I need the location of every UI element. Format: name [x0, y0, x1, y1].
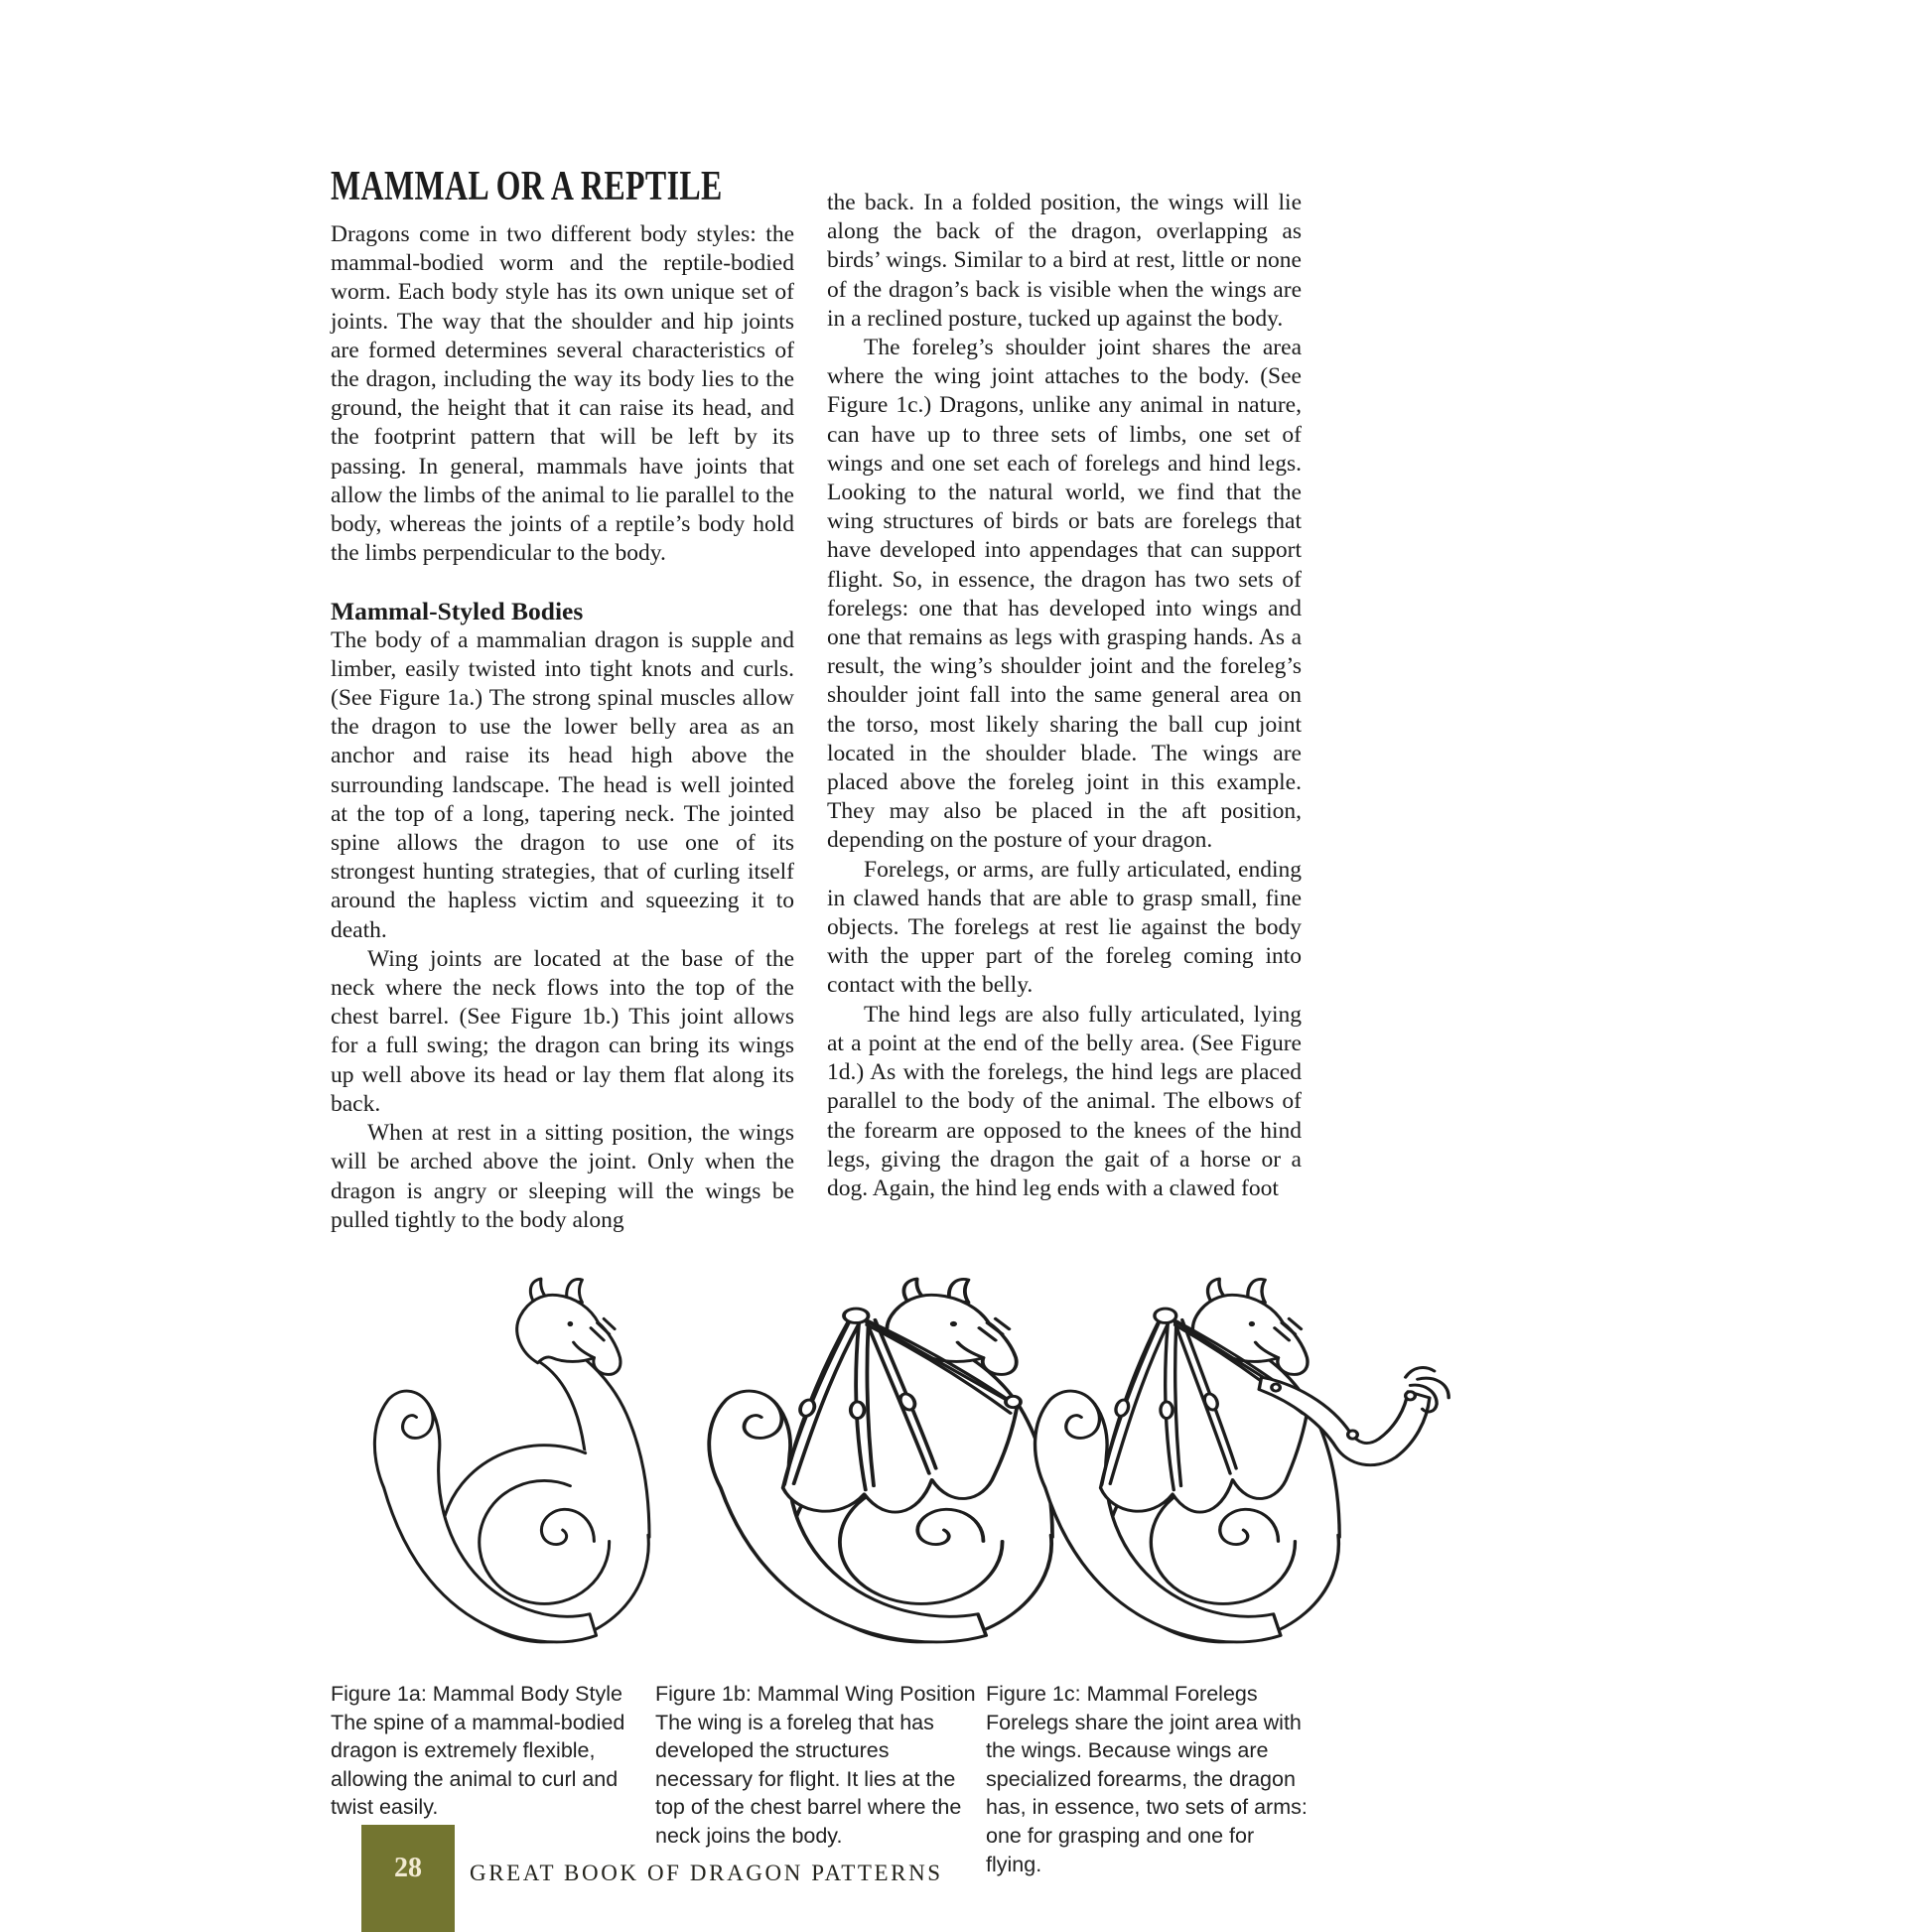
paragraph: Forelegs, or arms, are fully articulated, ending in clawed hands that are able to grasp small, fine objects. The forelegs at rest lie against the body with the upper part of the foreleg coming into contact with the belly.: [827, 856, 1302, 999]
figure-1b-caption: [655, 1680, 979, 1851]
paragraph: the back. In a folded position, the wings will lie along the back of the dragon, overlapping as birds’ wings. Similar to a bird at rest, little or none of the dragon’s back is visible when the wings are in a reclined posture, tucked up against the body.: [827, 190, 1302, 332]
page-number: 28: [394, 1853, 422, 1883]
right-column: [827, 165, 1302, 1235]
sub-heading: Mammal-Styled Bodies: [331, 597, 584, 626]
paragraph: The hind legs are also fully articulated, lying at a point at the end of the belly area. (See Figure 1d.) As with the forelegs, the hind legs are placed parallel to the body of the animal. The elbows of the forearm are opposed to the knees of the hind legs, giving the dragon the gait of a horse or a dog. Again, the hind leg ends with a clawed foot: [827, 1001, 1302, 1201]
figure-1c-caption: [986, 1680, 1313, 1878]
paragraph: Wing joints are located at the base of the neck where the neck flows into the top of the chest barrel. (See Figure 1b.) This joint allows for a full swing; the dragon can bring its wings up well above its head or lay them flat along its back.: [331, 945, 794, 1117]
book-title-footer: GREAT BOOK OF DRAGON PATTERNS: [470, 1861, 943, 1885]
dragon-figure-1c-illustration: [983, 1277, 1499, 1654]
page-number-block: [361, 1825, 455, 1932]
figure-1a-caption-title: Figure 1a: Mammal Body Style: [331, 1682, 622, 1706]
paragraph: Dragons come in two different body styles: the mammal-bodied worm and the reptile-bodied worm. Each body style has its own unique set of joints. The way that the shoulder and hip joints are formed determines several characteristics of the dragon, including the way its body lies to the ground, the height that it can raise its head, and the footprint pattern that will be left by its passing. In general, mammals have joints that allow the limbs of the animal to lie parallel to the body, whereas the joints of a reptile’s body hold the limbs perpendicular to the body.: [331, 221, 794, 567]
figure-1b-caption-title: Figure 1b: Mammal Wing Position: [655, 1682, 976, 1706]
text-columns: [331, 165, 1302, 1235]
figure-1c-caption-title: Figure 1c: Mammal Forelegs: [986, 1682, 1258, 1706]
dragon-figure-1a-illustration: [328, 1277, 685, 1654]
paragraph: The foreleg’s shoulder joint shares the area where the wing joint attaches to the body. (See Figure 1c.) Dragons, unlike any animal in nature, can have up to three sets of limbs, one set of wings and one set each of forelegs and hind legs. Looking to the natural world, we find that the wing structures of birds or bats are forelegs that have developed into appendages that can support flight. So, in essence, the dragon has two sets of forelegs: one that has developed into wings and one that remains as legs with grasping hands. As a result, the wing’s shoulder joint and the foreleg’s shoulder joint fall into the same general area on the torso, most likely sharing the ball cup joint located in the shoulder blade. The wings are placed above the foreleg joint in this example. They may also be placed in the aft position, depending on the posture of your dragon.: [827, 335, 1302, 854]
paragraph: The body of a mammalian dragon is supple and limber, easily twisted into tight knots and curls. (See Figure 1a.) The strong spinal muscles allow the dragon to use the lower belly area as an anchor and raise its head high above the surrounding landscape. The head is well jointed at the top of a long, tapering neck. The jointed spine allows the dragon to use one of its strongest hunting strategies, that of curling itself around the hapless victim and squeezing it to death.: [331, 626, 794, 943]
figure-1a-caption: [331, 1680, 630, 1822]
figure-1a-caption-body: The spine of a mammal-bodied dragon is extremely flexible, allowing the animal to curl and twist easily.: [331, 1710, 625, 1820]
figure-1b-caption-body: The wing is a foreleg that has developed the structures necessary for flight. It lies at the top of the chest barrel where the neck joins the body.: [655, 1710, 962, 1848]
section-heading: MAMMAL OR A REPTILE: [331, 164, 723, 209]
left-column: [331, 165, 794, 1235]
paragraph: When at rest in a sitting position, the wings will be arched above the joint. Only when the dragon is angry or sleeping will the wings be pulled tightly to the body along: [331, 1120, 794, 1233]
figure-1c-caption-body: Forelegs share the joint area with the wings. Because wings are specialized forearms, the dragon has, in essence, two sets of arms: one for grasping and one for flying.: [986, 1710, 1308, 1876]
